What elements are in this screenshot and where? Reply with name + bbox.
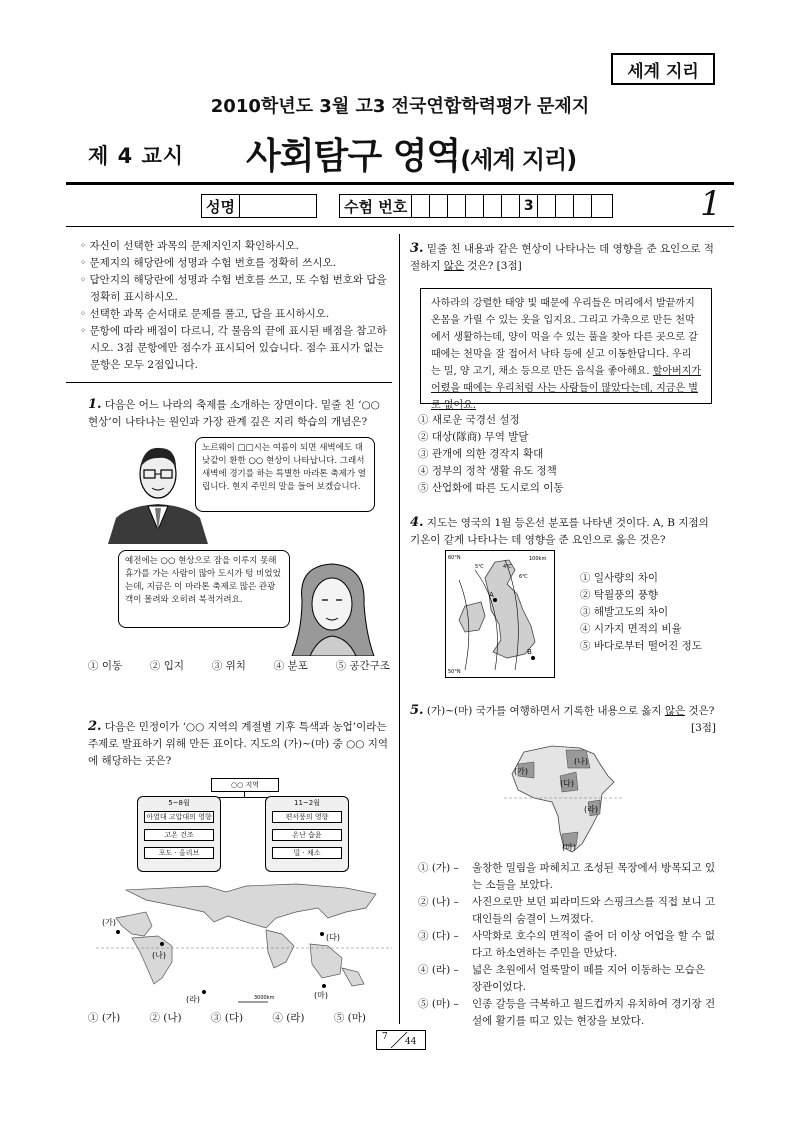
map-label: (라) — [584, 805, 598, 814]
choice-number: ④ (라) – — [418, 964, 459, 976]
chart-right-head: 11~2월 — [294, 799, 320, 807]
q3-choices — [418, 412, 708, 497]
instruction-item: ◦ 선택한 과목 순서대로 문제를 풀고, 답을 표시하시오. — [80, 308, 330, 320]
q2-stem — [88, 718, 390, 770]
choice-text: 인종 갈등을 극복하고 월드컵까지 유치하여 경기장 건설에 활기를 띠고 있는 현장을 보았다. — [472, 998, 716, 1027]
choice-text: 넓은 초원에서 얼룩말이 떼를 지어 이동하는 모습은 장관이었다. — [472, 964, 706, 993]
q5-stem — [410, 702, 716, 737]
choice-number: ② (나) – — [418, 896, 459, 908]
map-label: 5℃ — [475, 564, 484, 570]
africa-map — [504, 740, 624, 856]
chart-top: ○○ 지역 — [211, 778, 279, 792]
header-rule — [66, 182, 734, 185]
q5-number: 5. — [410, 703, 424, 718]
q1-stem — [88, 396, 390, 431]
map-label: (라) — [186, 995, 200, 1004]
choice[interactable]: ③ (다) — [210, 1012, 244, 1024]
period-label: 제 4 교시 — [88, 144, 185, 168]
name-field[interactable] — [201, 194, 317, 218]
map-label: (나) — [574, 757, 588, 766]
q2-number: 2. — [88, 719, 102, 734]
choice[interactable]: ⑤ (마) — [333, 1012, 366, 1024]
q4-text: 지도는 영국의 1월 등온선 분포를 나타낸 것이다. A, B 지점의 기온이 같게 나타나는 데 영향을 준 요인으로 옳은 것은? — [410, 517, 709, 546]
choice[interactable]: ① 일사량의 차이 — [580, 572, 659, 584]
column-divider — [399, 234, 400, 1024]
q3-text: 것은? [3점] — [464, 260, 522, 272]
q5-choices — [418, 860, 718, 1030]
choice-number: ③ (다) – — [418, 930, 459, 942]
page-number: 1 — [700, 184, 722, 224]
area-title-sub: (세계 지리) — [460, 146, 577, 174]
choice[interactable]: ② (나) — [149, 1012, 182, 1024]
choice[interactable]: ③ 관개에 의한 경작지 확대 — [418, 448, 544, 460]
chart-item: 아열대 고압대의 영향 — [144, 811, 214, 823]
map-label: (나) — [152, 951, 166, 960]
chart-item: 밀 · 채소 — [272, 847, 342, 859]
exam-number-digit: 3 — [520, 195, 538, 217]
q5-text: 것은? — [685, 705, 715, 717]
instructions-rule — [66, 382, 392, 383]
choice[interactable]: ⑤ 산업화에 따른 도시로의 이동 — [418, 482, 564, 494]
q3-stem — [410, 240, 716, 275]
map-label: A — [489, 591, 494, 599]
chart-item: 포도 · 올리브 — [144, 847, 214, 859]
choice[interactable] — [418, 996, 718, 1030]
man-illustration — [108, 440, 208, 544]
q4-stem — [410, 514, 716, 549]
exam-number-label: 수험 번호 — [340, 195, 412, 217]
choice[interactable]: ⑤ 바다로부터 떨어진 정도 — [580, 640, 702, 652]
choice[interactable]: ⑤ 공간구조 — [335, 660, 390, 672]
instruction-item: ◦ 문항에 따라 배점이 다르니, 각 물음의 끝에 표시된 배점을 참고하시오. 3점 문항에만 점수가 표시되어 있습니다. 점수 표시가 없는 문항은 모두 2점입니다. — [80, 325, 387, 371]
choice-text: 울창한 밀림을 파헤치고 조성된 목장에서 방목되고 있는 소들을 보았다. — [472, 862, 716, 891]
area-title-main: 사회탐구 영역 — [246, 136, 461, 177]
choice[interactable] — [418, 860, 718, 894]
instruction-item: ◦ 문제지의 해당란에 성명과 수험 번호를 정확히 쓰시오. — [80, 257, 337, 269]
world-map — [96, 878, 392, 1010]
q3-text-underlined: 않은 — [443, 260, 465, 272]
q2-text: 다음은 민정이가 ‘○○ 지역의 계절별 기후 특색과 농업’이라는 주제로 발표하기 위해 만든 표이다. 지도의 (가)~(마) 중 ○○ 지역에 해당하는 곳은? — [88, 721, 389, 767]
map-label: (가) — [102, 918, 116, 927]
map-label: 60°N — [448, 555, 461, 561]
choice[interactable]: ② 대상(隊商) 무역 발달 — [418, 431, 529, 443]
map-label: (다) — [560, 779, 574, 788]
page-current: 7 — [382, 1032, 388, 1042]
map-label: 50°N — [448, 669, 461, 675]
exam-number-cells — [412, 195, 609, 217]
choice[interactable]: ④ 분포 — [273, 660, 308, 672]
q5-text: (가)~(마) 국가를 여행하면서 기록한 내용으로 옳지 — [426, 705, 665, 717]
exam-title: 2010학년도 3월 고3 전국연합학력평가 문제지 — [210, 96, 590, 117]
q3-number: 3. — [410, 241, 424, 256]
chart-left-group — [137, 796, 221, 872]
chart-item: 편서풍의 영향 — [272, 811, 342, 823]
instruction-item: ◦ 답안지의 해당란에 성명과 수험 번호를 쓰고, 또 수험 번호와 답을 정확히 표시하시오. — [80, 274, 387, 303]
woman-illustration — [288, 560, 376, 656]
map-label: (마) — [314, 991, 328, 1000]
map-scale: 3000km — [254, 995, 275, 1001]
choice[interactable]: ① (가) — [88, 1012, 121, 1024]
choice-number: ① (가) – — [418, 862, 459, 874]
choice-text: 사진으로만 보던 피라미드와 스핑크스를 직접 보니 고대인들의 숨결이 느껴졌다. — [472, 896, 716, 925]
q4-choices — [580, 570, 720, 655]
q1-choices — [88, 658, 390, 675]
chart-left-head: 5~8월 — [168, 799, 190, 807]
map-label: (가) — [514, 767, 528, 776]
man-speech-bubble: 노르웨이 □□시는 여름이 되면 새벽에도 대낮같이 환한 ○○ 현상이 나타납니다. 그래서 새벽에 경기를 하는 특별한 마라톤 축제가 열립니다. 현지 주민의 말을 들어 보겠습니다. — [195, 437, 375, 512]
map-label: 6℃ — [519, 574, 528, 580]
choice-text: 사막화로 호수의 면적이 줄어 더 이상 어업을 할 수 없다고 하소연하는 주민을 만났다. — [472, 930, 716, 959]
q1-number: 1. — [88, 397, 102, 412]
choice[interactable]: ① 이동 — [88, 660, 123, 672]
chart-item: 온난 습윤 — [272, 829, 342, 841]
map-label: 100km — [529, 556, 547, 562]
instruction-item: ◦ 자신이 선택한 과목의 문제지인지 확인하시오. — [80, 240, 299, 252]
passage-underlined: 할아버지가 어렸을 때에는 우리처럼 사는 사람들이 많았다는데, 지금은 별로 없어요. — [431, 366, 701, 411]
header-rule-thin — [66, 226, 734, 227]
choice[interactable]: ④ 정부의 정착 생활 유도 정책 — [418, 465, 557, 477]
choice[interactable]: ④ (라) — [272, 1012, 305, 1024]
map-label: B — [527, 648, 532, 656]
choice[interactable]: ③ 해발고도의 차이 — [580, 606, 669, 618]
woman-speech-bubble: 예전에는 ○○ 현상으로 잠을 이루지 못해 휴가를 가는 사람이 많아 도시가 텅 비었었는데, 지금은 이 마라톤 축제로 많은 관광객이 몰려와 오히려 북적거려요. — [118, 550, 290, 628]
choice[interactable]: ② 탁월풍의 풍향 — [580, 589, 659, 601]
subject-box: 세계 지리 — [611, 53, 715, 85]
choice[interactable] — [418, 894, 718, 928]
q4-number: 4. — [410, 515, 424, 530]
page-counter — [376, 1030, 426, 1050]
page-total: 44 — [405, 1037, 417, 1047]
map-label: 4℃ — [503, 564, 512, 570]
exam-number-field[interactable] — [339, 194, 613, 218]
map-label: (다) — [326, 933, 340, 942]
q5-text-underlined: 않은 — [664, 705, 686, 717]
area-title — [246, 128, 576, 179]
map-label: (마) — [562, 843, 576, 852]
q2-choices — [88, 1010, 366, 1027]
choice[interactable]: ② 입지 — [149, 660, 185, 672]
q3-text: 밑줄 친 내용과 같은 현상이 나타나는 데 영향을 준 요인으로 적절하지 — [410, 243, 714, 272]
uk-isotherm-map — [445, 550, 555, 678]
q2-climate-chart — [137, 778, 352, 870]
chart-right-group — [265, 796, 349, 872]
passage-text: 사하라의 강렬한 태양 빛 때문에 우리들은 머리에서 발끝까지 온몸을 가릴 수 있는 옷을 입지요. 그리고 가축으로 만든 천막에서 생활하는데, 양이 먹을 수 있는 풀을 찾아 다른 곳으로 갈 때에는 천막을 잘 접어서 낙타 등에 싣고 이동한답니다. 우리는 밀, 양 고기, 채소 등으로 만든 음식을 좋아해요. — [431, 298, 698, 377]
chart-item: 고온 건조 — [144, 829, 214, 841]
choice[interactable]: ④ 시가지 면적의 비율 — [580, 623, 682, 635]
choice[interactable] — [418, 928, 718, 962]
q5-points: [3점] — [690, 722, 716, 734]
q3-passage — [420, 288, 712, 411]
name-label: 성명 — [202, 195, 240, 217]
q1-text: 다음은 어느 나라의 축제를 소개하는 장면이다. 밑줄 친 ‘○○ 현상’이 나타나는 원인과 가장 관계 깊은 지리 학습의 개념은? — [88, 399, 380, 428]
choice[interactable]: ① 새로운 국경선 설정 — [418, 414, 520, 426]
instructions — [80, 238, 390, 374]
choice[interactable]: ③ 위치 — [211, 660, 246, 672]
choice[interactable] — [418, 962, 718, 996]
choice-number: ⑤ (마) – — [418, 998, 459, 1010]
